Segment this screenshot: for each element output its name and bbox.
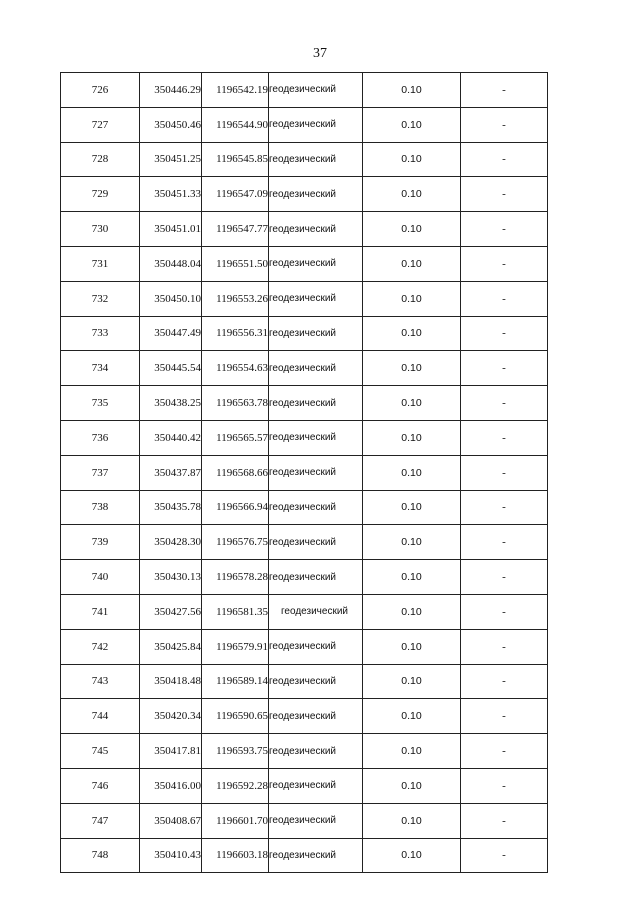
point-number-cell: 743 <box>61 664 140 699</box>
y-coordinate-cell: 1196565.57 <box>202 420 269 455</box>
x-coordinate-cell: 350420.34 <box>140 699 202 734</box>
x-coordinate-cell: 350416.00 <box>140 768 202 803</box>
y-coordinate-cell: 1196581.35 <box>202 594 269 629</box>
note-cell: - <box>461 246 548 281</box>
method-cell: геодезический <box>269 734 363 769</box>
method-cell: геодезический <box>269 629 363 664</box>
point-number-cell: 735 <box>61 386 140 421</box>
method-cell: геодезический <box>269 386 363 421</box>
point-number-cell: 729 <box>61 177 140 212</box>
note-cell: - <box>461 525 548 560</box>
y-coordinate-cell: 1196578.28 <box>202 560 269 595</box>
method-cell: геодезический <box>269 73 363 108</box>
accuracy-cell: 0.10 <box>363 455 461 490</box>
point-number-cell: 745 <box>61 734 140 769</box>
y-coordinate-cell: 1196547.77 <box>202 212 269 247</box>
accuracy-cell: 0.10 <box>363 803 461 838</box>
point-number-cell: 728 <box>61 142 140 177</box>
note-cell: - <box>461 281 548 316</box>
point-number-cell: 727 <box>61 107 140 142</box>
method-cell: геодезический <box>269 803 363 838</box>
method-cell: геодезический <box>269 455 363 490</box>
note-cell: - <box>461 177 548 212</box>
accuracy-cell: 0.10 <box>363 316 461 351</box>
table-row <box>61 560 548 595</box>
note-cell: - <box>461 455 548 490</box>
accuracy-cell: 0.10 <box>363 768 461 803</box>
accuracy-cell: 0.10 <box>363 351 461 386</box>
note-cell: - <box>461 490 548 525</box>
point-number-cell: 731 <box>61 246 140 281</box>
y-coordinate-cell: 1196563.78 <box>202 386 269 421</box>
method-cell: геодезический <box>269 664 363 699</box>
table-row <box>61 351 548 386</box>
x-coordinate-cell: 350450.10 <box>140 281 202 316</box>
note-cell: - <box>461 629 548 664</box>
accuracy-cell: 0.10 <box>363 525 461 560</box>
y-coordinate-cell: 1196556.31 <box>202 316 269 351</box>
accuracy-cell: 0.10 <box>363 734 461 769</box>
note-cell: - <box>461 73 548 108</box>
point-number-cell: 739 <box>61 525 140 560</box>
accuracy-cell: 0.10 <box>363 594 461 629</box>
table-row <box>61 420 548 455</box>
y-coordinate-cell: 1196551.50 <box>202 246 269 281</box>
point-number-cell: 734 <box>61 351 140 386</box>
x-coordinate-cell: 350451.25 <box>140 142 202 177</box>
table-row <box>61 525 548 560</box>
note-cell: - <box>461 316 548 351</box>
table-row <box>61 768 548 803</box>
note-cell: - <box>461 594 548 629</box>
method-cell: геодезический <box>269 142 363 177</box>
x-coordinate-cell: 350430.13 <box>140 560 202 595</box>
accuracy-cell: 0.10 <box>363 490 461 525</box>
accuracy-cell: 0.10 <box>363 560 461 595</box>
point-number-cell: 737 <box>61 455 140 490</box>
x-coordinate-cell: 350428.30 <box>140 525 202 560</box>
y-coordinate-cell: 1196544.90 <box>202 107 269 142</box>
point-number-cell: 733 <box>61 316 140 351</box>
note-cell: - <box>461 664 548 699</box>
y-coordinate-cell: 1196579.91 <box>202 629 269 664</box>
method-cell: геодезический <box>269 560 363 595</box>
table-row <box>61 803 548 838</box>
table-row <box>61 142 548 177</box>
point-number-cell: 746 <box>61 768 140 803</box>
note-cell: - <box>461 699 548 734</box>
table-row <box>61 629 548 664</box>
table-row <box>61 594 548 629</box>
x-coordinate-cell: 350418.48 <box>140 664 202 699</box>
table-row <box>61 664 548 699</box>
y-coordinate-cell: 1196603.18 <box>202 838 269 873</box>
x-coordinate-cell: 350451.33 <box>140 177 202 212</box>
y-coordinate-cell: 1196601.70 <box>202 803 269 838</box>
method-cell: геодезический <box>269 420 363 455</box>
x-coordinate-cell: 350446.29 <box>140 73 202 108</box>
y-coordinate-cell: 1196547.09 <box>202 177 269 212</box>
table-row <box>61 455 548 490</box>
method-cell: геодезический <box>269 177 363 212</box>
x-coordinate-cell: 350435.78 <box>140 490 202 525</box>
point-number-cell: 738 <box>61 490 140 525</box>
point-number-cell: 747 <box>61 803 140 838</box>
table-row <box>61 316 548 351</box>
table-row <box>61 107 548 142</box>
x-coordinate-cell: 350408.67 <box>140 803 202 838</box>
accuracy-cell: 0.10 <box>363 142 461 177</box>
accuracy-cell: 0.10 <box>363 699 461 734</box>
table-row <box>61 177 548 212</box>
table-row <box>61 246 548 281</box>
y-coordinate-cell: 1196593.75 <box>202 734 269 769</box>
point-number-cell: 732 <box>61 281 140 316</box>
table-row <box>61 212 548 247</box>
y-coordinate-cell: 1196592.28 <box>202 768 269 803</box>
table-row <box>61 490 548 525</box>
method-cell: геодезический <box>269 212 363 247</box>
note-cell: - <box>461 212 548 247</box>
x-coordinate-cell: 350448.04 <box>140 246 202 281</box>
y-coordinate-cell: 1196576.75 <box>202 525 269 560</box>
method-cell: геодезический <box>269 525 363 560</box>
accuracy-cell: 0.10 <box>363 281 461 316</box>
point-number-cell: 742 <box>61 629 140 664</box>
accuracy-cell: 0.10 <box>363 246 461 281</box>
x-coordinate-cell: 350447.49 <box>140 316 202 351</box>
method-cell: геодезический <box>269 490 363 525</box>
x-coordinate-cell: 350451.01 <box>140 212 202 247</box>
y-coordinate-cell: 1196568.66 <box>202 455 269 490</box>
x-coordinate-cell: 350445.54 <box>140 351 202 386</box>
note-cell: - <box>461 803 548 838</box>
coordinates-table <box>60 72 548 873</box>
point-number-cell: 748 <box>61 838 140 873</box>
note-cell: - <box>461 386 548 421</box>
accuracy-cell: 0.10 <box>363 420 461 455</box>
method-cell: геодезический <box>269 107 363 142</box>
x-coordinate-cell: 350437.87 <box>140 455 202 490</box>
point-number-cell: 744 <box>61 699 140 734</box>
table-row <box>61 386 548 421</box>
method-cell: геодезический <box>269 768 363 803</box>
method-cell: геодезический <box>269 699 363 734</box>
point-number-cell: 726 <box>61 73 140 108</box>
x-coordinate-cell: 350425.84 <box>140 629 202 664</box>
x-coordinate-cell: 350410.43 <box>140 838 202 873</box>
point-number-cell: 730 <box>61 212 140 247</box>
method-cell: геодезический <box>269 316 363 351</box>
method-cell: геодезический <box>269 594 363 629</box>
x-coordinate-cell: 350440.42 <box>140 420 202 455</box>
y-coordinate-cell: 1196545.85 <box>202 142 269 177</box>
method-cell: геодезический <box>269 281 363 316</box>
note-cell: - <box>461 107 548 142</box>
accuracy-cell: 0.10 <box>363 73 461 108</box>
x-coordinate-cell: 350450.46 <box>140 107 202 142</box>
y-coordinate-cell: 1196566.94 <box>202 490 269 525</box>
accuracy-cell: 0.10 <box>363 838 461 873</box>
table-row <box>61 838 548 873</box>
note-cell: - <box>461 560 548 595</box>
method-cell: геодезический <box>269 351 363 386</box>
accuracy-cell: 0.10 <box>363 177 461 212</box>
y-coordinate-cell: 1196590.65 <box>202 699 269 734</box>
note-cell: - <box>461 734 548 769</box>
y-coordinate-cell: 1196553.26 <box>202 281 269 316</box>
x-coordinate-cell: 350417.81 <box>140 734 202 769</box>
note-cell: - <box>461 768 548 803</box>
note-cell: - <box>461 142 548 177</box>
x-coordinate-cell: 350427.56 <box>140 594 202 629</box>
note-cell: - <box>461 838 548 873</box>
point-number-cell: 740 <box>61 560 140 595</box>
note-cell: - <box>461 351 548 386</box>
note-cell: - <box>461 420 548 455</box>
accuracy-cell: 0.10 <box>363 386 461 421</box>
accuracy-cell: 0.10 <box>363 212 461 247</box>
table-row <box>61 699 548 734</box>
table-row <box>61 73 548 108</box>
x-coordinate-cell: 350438.25 <box>140 386 202 421</box>
accuracy-cell: 0.10 <box>363 664 461 699</box>
y-coordinate-cell: 1196589.14 <box>202 664 269 699</box>
table-row <box>61 281 548 316</box>
table-body <box>61 73 548 873</box>
accuracy-cell: 0.10 <box>363 629 461 664</box>
table-row <box>61 734 548 769</box>
page-number: 37 <box>313 46 327 61</box>
method-cell: геодезический <box>269 246 363 281</box>
method-cell: геодезический <box>269 838 363 873</box>
point-number-cell: 736 <box>61 420 140 455</box>
accuracy-cell: 0.10 <box>363 107 461 142</box>
point-number-cell: 741 <box>61 594 140 629</box>
y-coordinate-cell: 1196542.19 <box>202 73 269 108</box>
y-coordinate-cell: 1196554.63 <box>202 351 269 386</box>
